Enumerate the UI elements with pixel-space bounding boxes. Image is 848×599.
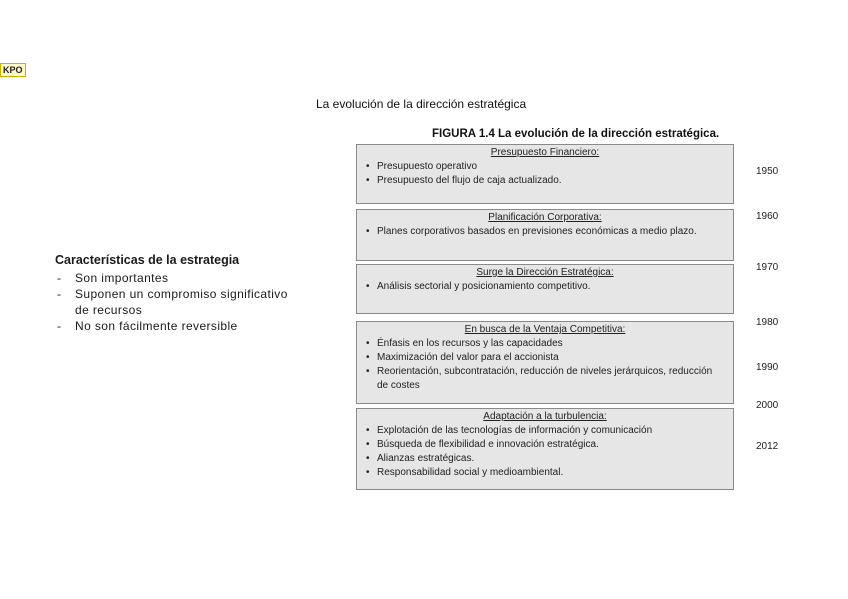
year-label: 2012 [756, 441, 779, 452]
stage-item: • Responsabilidad social y medioambiental. [377, 466, 725, 480]
stage-heading: En busca de la Ventaja Competitiva: [464, 324, 626, 335]
characteristics-list [55, 270, 305, 334]
list-item: - Suponen un compromiso significativo de recursos [55, 286, 305, 318]
page-title: La evolución de la dirección estratégica [316, 97, 527, 111]
characteristics-heading: Características de la estrategia [55, 253, 240, 267]
characteristics-block [55, 252, 305, 334]
year-label: 1950 [756, 166, 779, 177]
list-item: - No son fácilmente reversible [55, 318, 305, 334]
stage-heading: Presupuesto Financiero: [490, 147, 600, 158]
stage-item: • Planes corporativos basados en previsiones económicas a medio plazo. [377, 225, 725, 239]
stage-box-competitive-advantage [356, 321, 734, 404]
stage-box-financial-budget [356, 144, 734, 204]
stage-item: • Análisis sectorial y posicionamiento competitivo. [377, 280, 725, 294]
year-label: 2000 [756, 400, 779, 411]
year-label: 1980 [756, 317, 779, 328]
stage-box-corporate-planning [356, 209, 734, 261]
stage-item: • Búsqueda de flexibilidad e innovación estratégica. [377, 438, 725, 452]
stage-heading: Adaptación a la turbulencia: [483, 411, 607, 422]
stage-heading: Planificación Corporativa: [488, 212, 602, 223]
year-label: 1960 [756, 211, 779, 222]
stage-item: • Énfasis en los recursos y las capacidades [377, 337, 725, 351]
stage-item: • Reorientación, subcontratación, reducción de niveles jerárquicos, reducción de costes [377, 365, 725, 393]
year-label: 1990 [756, 362, 779, 373]
list-item: - Son importantes [55, 270, 305, 286]
stage-item: • Alianzas estratégicas. [377, 452, 725, 466]
stage-box-strategic-management [356, 264, 734, 314]
stage-item: • Presupuesto operativo [377, 160, 725, 174]
stage-item: • Presupuesto del flujo de caja actualizado. [377, 174, 725, 188]
year-label: 1970 [756, 262, 779, 273]
stage-item: • Maximización del valor para el accionista [377, 351, 725, 365]
stage-heading: Surge la Dirección Estratégica: [476, 267, 614, 278]
stage-item: • Explotación de las tecnologías de información y comunicación [377, 424, 725, 438]
figure-title: FIGURA 1.4 La evolución de la dirección estratégica. [432, 128, 720, 140]
slide-tag: KPO [0, 63, 26, 77]
stage-box-turbulence [356, 408, 734, 490]
